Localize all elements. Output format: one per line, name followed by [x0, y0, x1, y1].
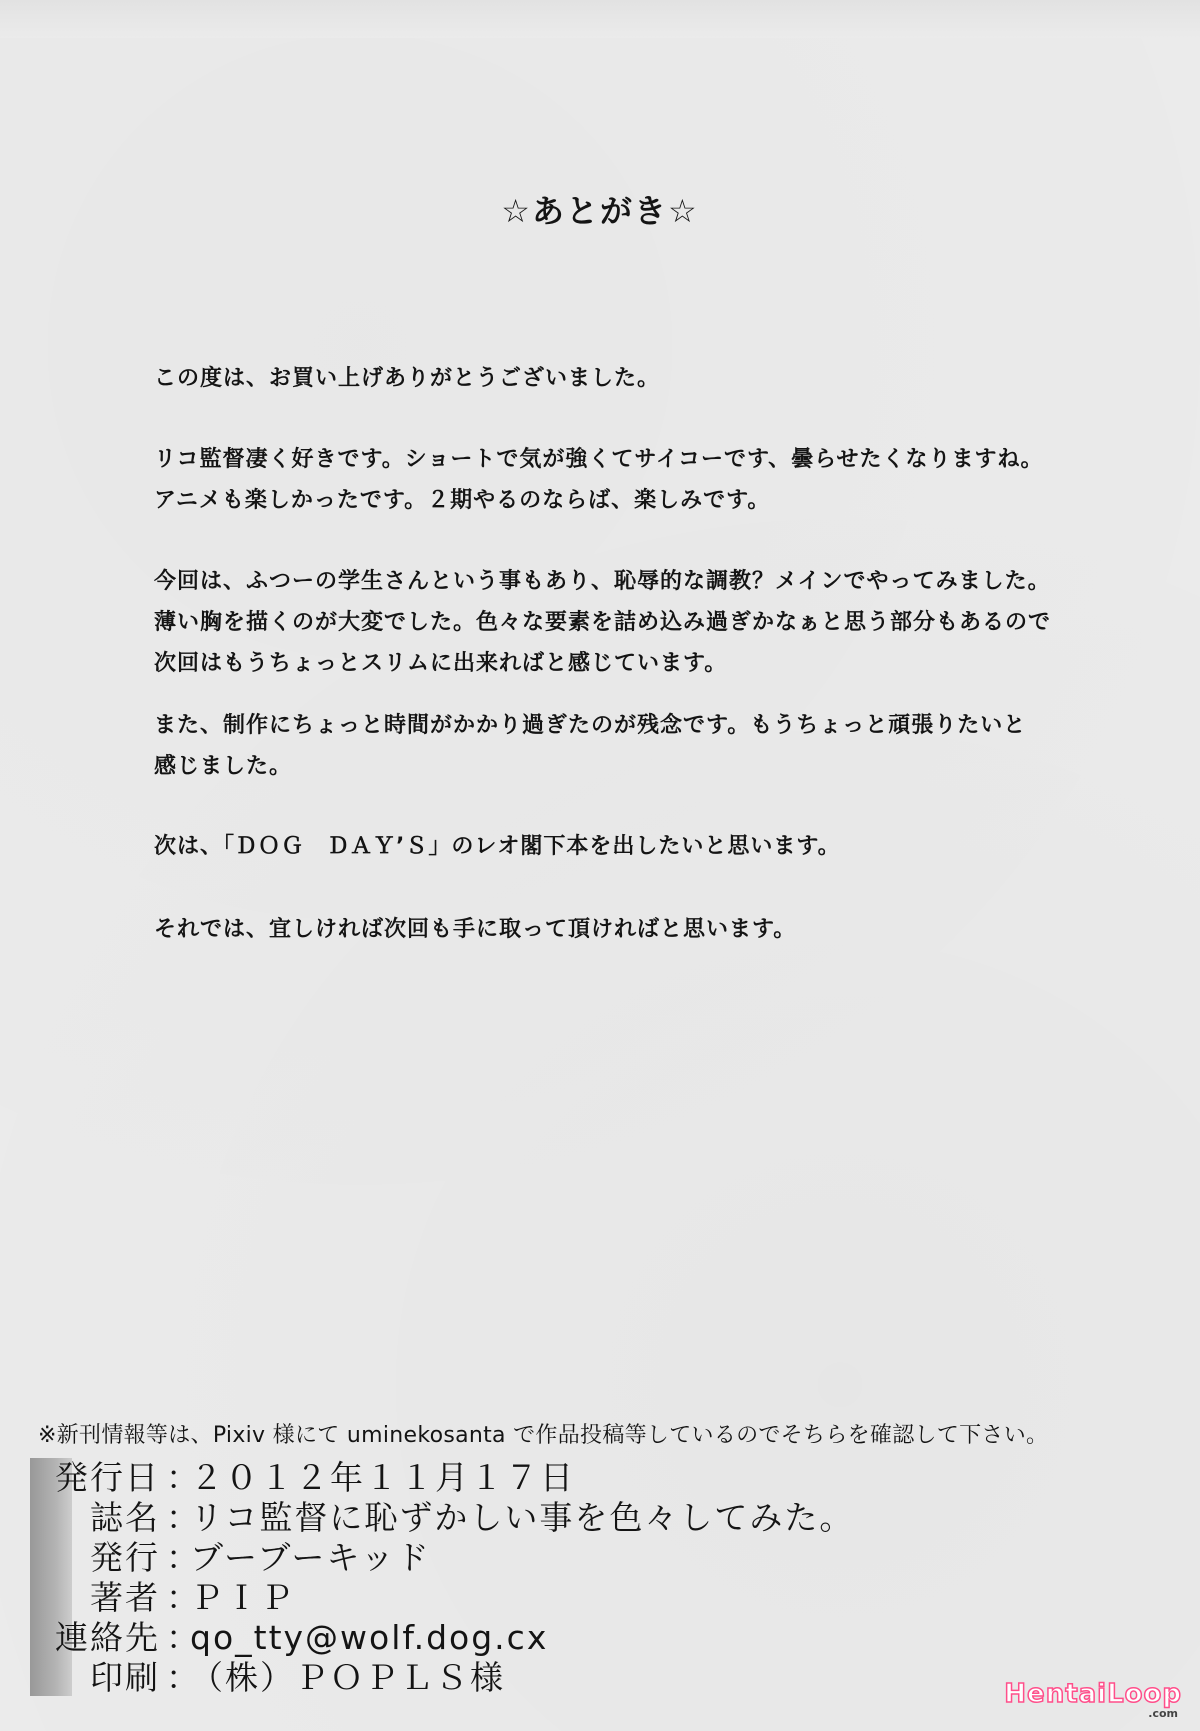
watermark-text: HentaiLoop: [1004, 1679, 1182, 1709]
colophon-value: ＰＩＰ: [190, 1578, 295, 1617]
colophon-row-publisher: [30, 1538, 590, 1578]
colophon-row-date: [30, 1458, 590, 1498]
paragraph-thanks: [154, 358, 1084, 399]
colophon-value: リコ監督に恥ずかしい事を色々してみた。: [190, 1498, 855, 1537]
paragraph-next: [154, 826, 1084, 867]
colophon-label: 印刷: [90, 1658, 160, 1697]
afterword-title: ☆あとがき☆: [501, 192, 699, 230]
colophon-separator: ：: [166, 1498, 199, 1537]
colophon-label: 連絡先: [55, 1618, 160, 1657]
colophon: [30, 1458, 855, 1697]
colophon-label: 著者: [90, 1578, 160, 1617]
colophon-label: 発行日: [55, 1458, 160, 1497]
colophon-separator: ：: [166, 1538, 199, 1577]
colophon-value: ブーブーキッド: [190, 1538, 431, 1577]
scan-edge: [0, 0, 1200, 38]
paragraph-line: 今回は、ふつーの学生さんという事もあり、恥辱的な調教？メインでやってみました。: [154, 569, 1051, 594]
colophon-row-contact: [30, 1618, 590, 1658]
paragraph-line: この度は、お買い上げありがとうございました。: [154, 366, 661, 391]
colophon-row-author: [30, 1578, 590, 1618]
paragraph-this-time: [154, 561, 1084, 684]
colophon-row-printer: [30, 1658, 590, 1698]
colophon-value: ２０１２年１１月１７日: [190, 1458, 575, 1497]
paragraph-line: 感じました。: [154, 754, 293, 779]
colophon-label: 発行: [90, 1538, 160, 1577]
colophon-label: 誌名: [90, 1498, 160, 1537]
paragraph-line: 次は、「ＤＯＧ ＤＡＹ’Ｓ」のレオ閣下本を出したいと思います。: [154, 834, 841, 859]
paragraph-line: アニメも楽しかったです。２期やるのならば、楽しみです。: [154, 488, 771, 513]
paragraph-line: それでは、宜しければ次回も手に取って頂ければと思います。: [154, 917, 797, 942]
colophon-separator: ：: [166, 1458, 199, 1497]
colophon-separator: ：: [166, 1578, 199, 1617]
contact-email[interactable]: qo_tty@wolf.dog.cx: [190, 1618, 549, 1657]
colophon-value: （株）ＰＯＰＬＳ様: [190, 1658, 505, 1697]
paragraph-line: また、制作にちょっと時間がかかり過ぎたのが残念です。もうちょっと頑張りたいと: [154, 713, 1027, 738]
paragraph-production: [154, 705, 1084, 787]
paragraph-riko: [154, 439, 1084, 521]
pixiv-notice: ※新刊情報等は、Pixiv 様にて uminekosanta で作品投稿等しているのでそちらを確認して下さい。: [38, 1423, 1049, 1448]
colophon-separator: ：: [166, 1658, 199, 1697]
paragraph-closing: [154, 909, 1084, 950]
site-watermark-logo: [1004, 1675, 1182, 1723]
paragraph-line: 次回はもうちょっとスリムに出来ればと感じています。: [154, 651, 728, 676]
watermark-sub: .com: [1148, 1707, 1178, 1720]
paragraph-line: 薄い胸を描くのが大変でした。色々な要素を詰め込み過ぎかなぁと思う部分もあるので: [154, 610, 1052, 635]
colophon-separator: ：: [166, 1618, 199, 1657]
colophon-row-title: [30, 1498, 855, 1538]
paragraph-line: リコ監督凄く好きです。ショートで気が強くてサイコーです、曇らせたくなりますね。: [154, 447, 1044, 472]
